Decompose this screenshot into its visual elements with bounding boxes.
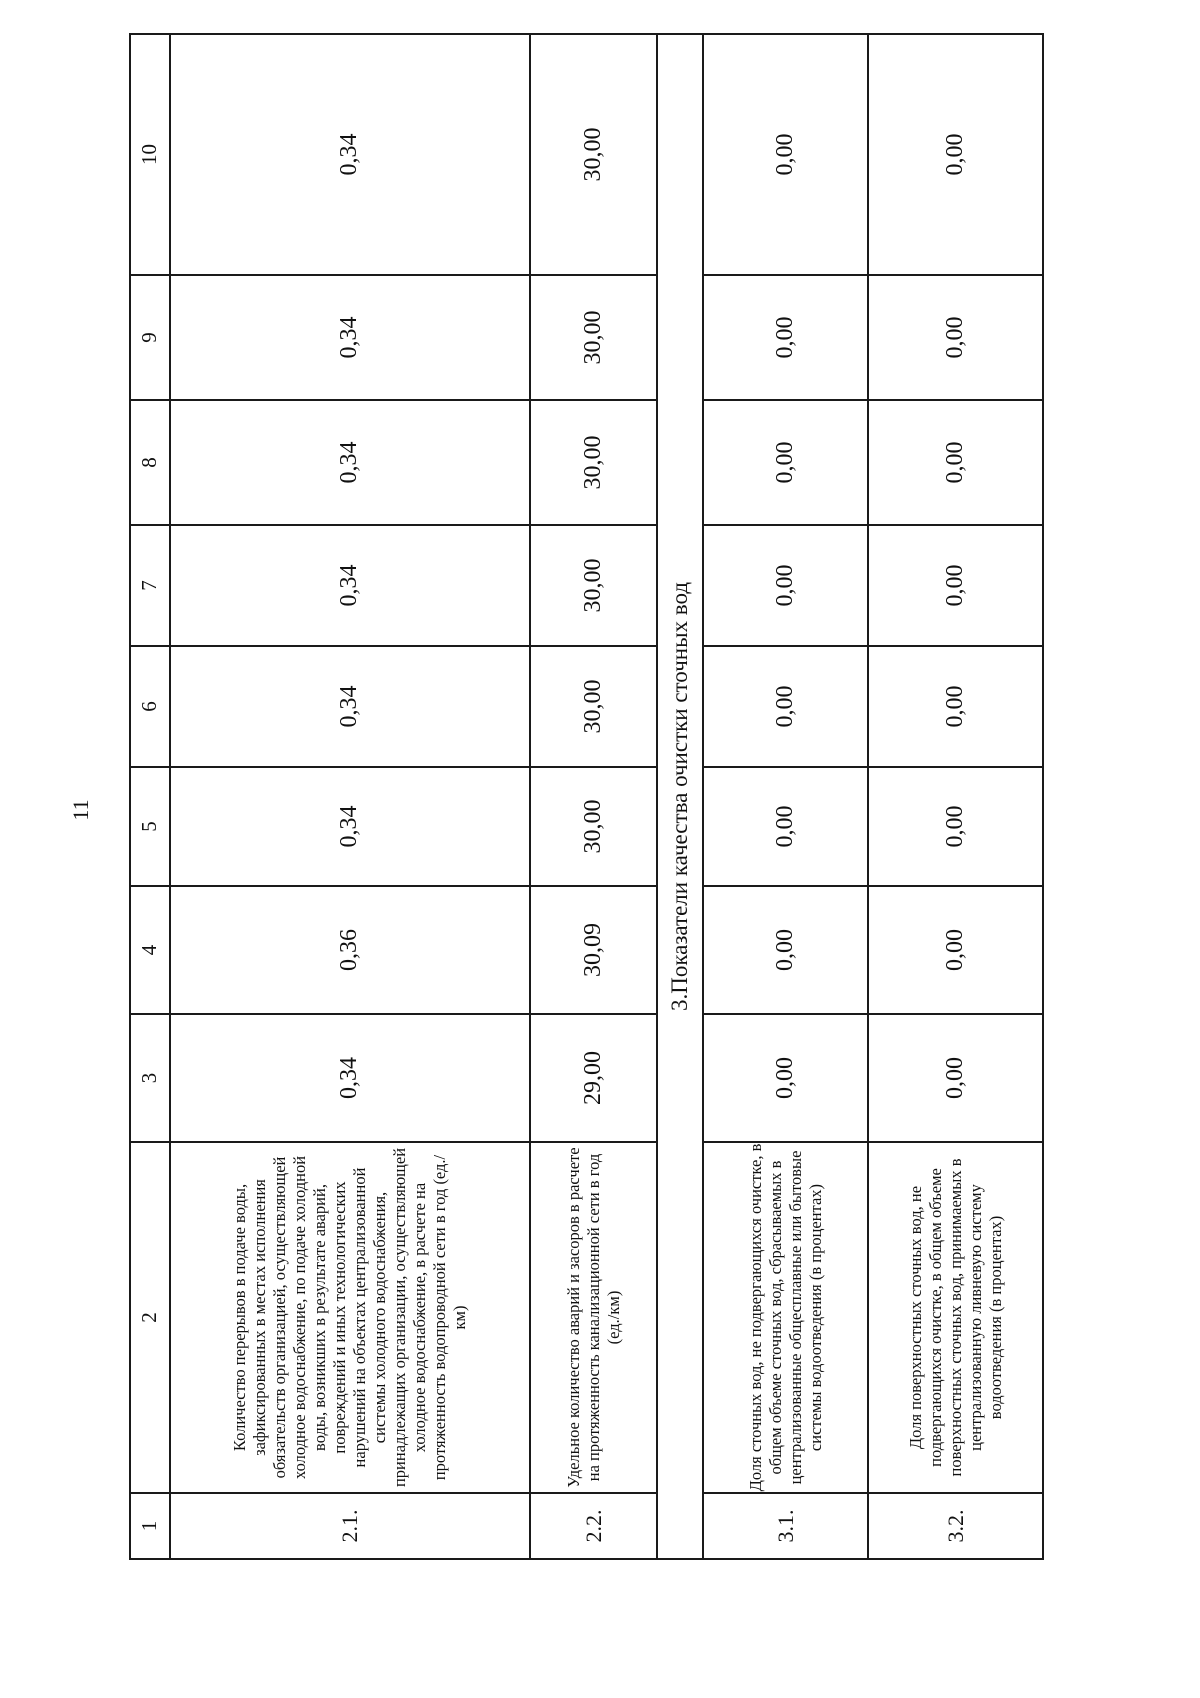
- row-description: Количество перерывов в подаче воды, зафиксированных в местах исполнения обязательств организацией, осуществляющей холодное водоснабжение, по подаче холодной воды, возникших в результате аварий, повреждений и иных технологических нарушений на объектах централизованной системы холодного водоснабжения, принадлежащих организации, осуществляющей холодное водоснабжение, в расчете на протяженность водопроводной сети в год (ед./км): [170, 1142, 530, 1493]
- value-cell: 0,00: [868, 646, 1043, 767]
- value-cell: 0,34: [170, 646, 530, 767]
- value-cell: 0,34: [170, 34, 530, 275]
- value-cell: 0,00: [868, 34, 1043, 275]
- row-description: Доля сточных вод, не подвергающихся очистке, в общем объеме сточных вод, сбрасываемых в централизованные общесплавные или бытовые системы водоотведения (в процентах): [703, 1142, 868, 1493]
- value-cell: 30,00: [530, 767, 657, 886]
- value-cell: 0,00: [868, 275, 1043, 400]
- value-cell: 0,34: [170, 275, 530, 400]
- header-cell: 9: [130, 275, 170, 400]
- value-cell: 30,00: [530, 400, 657, 525]
- value-cell: 0,00: [703, 767, 868, 886]
- value-cell: 0,34: [170, 525, 530, 646]
- rotated-table-wrapper: [129, 35, 1044, 1560]
- section-title: 3.Показатели качества очистки сточных вод: [657, 34, 703, 1559]
- value-cell: 30,00: [530, 525, 657, 646]
- header-cell: 2: [130, 1142, 170, 1493]
- header-cell: 6: [130, 646, 170, 767]
- value-cell: 30,00: [530, 646, 657, 767]
- value-cell: 0,00: [703, 646, 868, 767]
- header-cell: 8: [130, 400, 170, 525]
- value-cell: 0,34: [170, 767, 530, 886]
- row-id: 2.2.: [530, 1493, 657, 1559]
- header-cell: 7: [130, 525, 170, 646]
- value-cell: 0,36: [170, 886, 530, 1014]
- row-description: Доля поверхностных сточных вод, не подвергающихся очистке, в общем объеме поверхностных сточных вод, принимаемых в централизованную ливневую систему водоотведения (в процентах): [868, 1142, 1043, 1493]
- value-cell: 0,00: [703, 34, 868, 275]
- indicators-table: [129, 33, 1044, 1560]
- value-cell: 0,00: [703, 525, 868, 646]
- value-cell: 30,00: [530, 275, 657, 400]
- page-number: 11: [68, 799, 93, 821]
- value-cell: 30,00: [530, 34, 657, 275]
- value-cell: 0,00: [868, 525, 1043, 646]
- row-description: Удельное количество аварий и засоров в расчете на протяженность канализационной сети в год (ед./км): [530, 1142, 657, 1493]
- header-cell: 10: [130, 34, 170, 275]
- value-cell: 0,34: [170, 1014, 530, 1142]
- table-row: [170, 34, 530, 1559]
- value-cell: 0,00: [868, 767, 1043, 886]
- table-row: [530, 34, 657, 1559]
- value-cell: 0,00: [703, 886, 868, 1014]
- value-cell: 0,00: [868, 1014, 1043, 1142]
- value-cell: 0,00: [868, 886, 1043, 1014]
- header-cell: 4: [130, 886, 170, 1014]
- header-cell: 5: [130, 767, 170, 886]
- table-row: [703, 34, 868, 1559]
- value-cell: 0,34: [170, 400, 530, 525]
- row-id: 3.2.: [868, 1493, 1043, 1559]
- section-header-row: [657, 34, 703, 1559]
- value-cell: 0,00: [703, 1014, 868, 1142]
- table-row: [868, 34, 1043, 1559]
- value-cell: 0,00: [703, 400, 868, 525]
- table-header-row: [130, 34, 170, 1559]
- value-cell: 0,00: [868, 400, 1043, 525]
- row-id: 2.1.: [170, 1493, 530, 1559]
- header-cell: 1: [130, 1493, 170, 1559]
- value-cell: 0,00: [703, 275, 868, 400]
- header-cell: 3: [130, 1014, 170, 1142]
- row-id: 3.1.: [703, 1493, 868, 1559]
- value-cell: 29,00: [530, 1014, 657, 1142]
- value-cell: 30,09: [530, 886, 657, 1014]
